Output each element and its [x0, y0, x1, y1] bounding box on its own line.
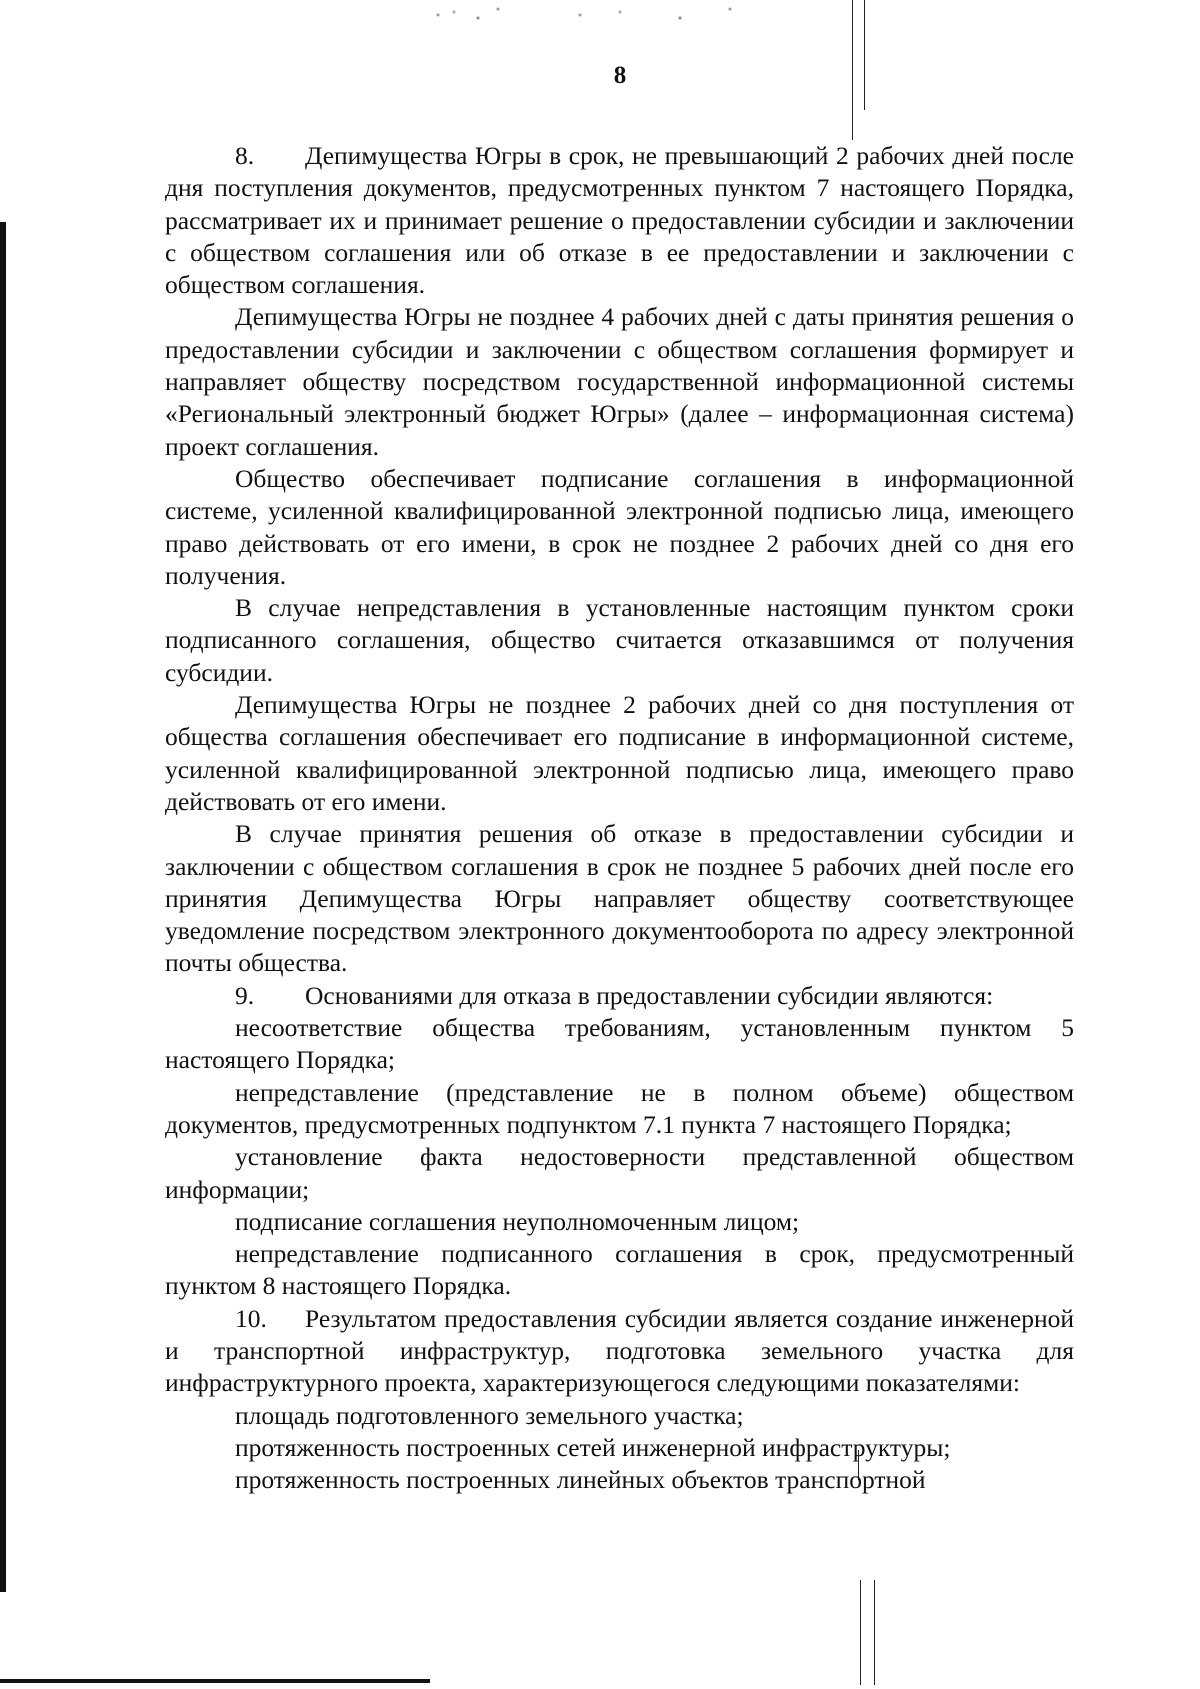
paragraph-text: Депимущества Югры не позднее 2 рабочих дней со дня поступления от общества соглашения обеспечивает его подписание в информационной системе, усиленной квалифицированной электронной подписью лица, имеющего право действовать от его имени. [165, 690, 1074, 816]
paragraph [165, 140, 1074, 301]
document-body [165, 140, 1074, 1496]
paragraph-number: 8. [235, 141, 255, 170]
page-number: 8 [613, 62, 627, 89]
paragraph-text: Депимущества Югры не позднее 4 рабочих дней с даты принятия решения о предоставлении субсидии и заключении с обществом соглашения формирует и направляет обществу посредством государственной информационной системы «Региональный электронный бюджет Югры» (далее – информационная система) проект соглашения. [165, 302, 1074, 461]
paragraph-text: протяженность построенных линейных объектов транспортной [235, 1465, 926, 1495]
paragraph-text: установление факта недостоверности представленной обществом информации; [165, 1142, 1074, 1204]
paragraph [165, 980, 1074, 1012]
paragraph [165, 1238, 1074, 1303]
paragraph-text: Депимущества Югры в срок, не превышающий 2 рабочих дней после дня поступления документов, предусмотренных пунктом 7 настоящего Порядка, рассматривает их и принимает решение о предоставлении субсидии и заключении с обществом соглашения или об отказе в ее предоставлении и заключении с обществом соглашения. [165, 141, 1074, 300]
paragraph-text: непредставление подписанного соглашения в срок, предусмотренный пунктом 8 настоящего Порядка. [165, 1239, 1074, 1301]
paragraph-text: Основаниями для отказа в предоставлении субсидии являются: [305, 980, 994, 1010]
paragraph-text: Общество обеспечивает подписание соглашения в информационной системе, усиленной квалифицированной электронной подписью лица, имеющего право действовать от его имени, в срок не позднее 2 рабочих дней со дня его получения. [165, 463, 1074, 590]
paragraph-text: протяженность построенных сетей инженерной инфраструктуры; [235, 1432, 951, 1462]
paragraph-text: В случае принятия решения об отказе в предоставлении субсидии и заключении с обществом соглашения в срок не позднее 5 рабочих дней после его принятия Депимущества Югры направляет обществу соответствующее уведомление посредством электронного документооборота по адресу электронной почты общества. [165, 819, 1074, 978]
paragraph [165, 1012, 1074, 1077]
scan-line [860, 1580, 861, 1685]
paragraph [165, 592, 1074, 689]
paragraph-number: 9. [235, 980, 255, 1010]
scan-noise [430, 0, 510, 30]
paragraph-text: несоответствие общества требованиям, установленным пунктом 5 настоящего Порядка; [165, 1013, 1074, 1075]
paragraph [165, 1303, 1074, 1400]
scan-line [874, 1580, 875, 1685]
paragraph [165, 689, 1074, 818]
scan-edge [0, 222, 6, 1592]
paragraph-number: 10. [235, 1303, 267, 1333]
scan-noise [560, 0, 760, 30]
paragraph [165, 1141, 1074, 1206]
paragraph-text: подписание соглашения неуполномоченным лицом; [235, 1206, 800, 1236]
paragraph [165, 1077, 1074, 1142]
paragraph [165, 1432, 1074, 1464]
paragraph [165, 1400, 1074, 1432]
paragraph [165, 1464, 1074, 1496]
paragraph-text: Результатом предоставления субсидии является создание инженерной и транспортной инфраструктур, подготовка земельного участка для инфраструктурного проекта, характеризующегося следующими показателями: [165, 1303, 1074, 1398]
paragraph-text: непредставление (представление не в полном объеме) обществом документов, предусмотренных подпунктом 7.1 пункта 7 настоящего Порядка; [165, 1077, 1074, 1139]
paragraph-text: площадь подготовленного земельного участка; [235, 1400, 744, 1430]
paragraph [165, 301, 1074, 462]
paragraph [165, 463, 1074, 592]
scan-line [864, 0, 865, 110]
paragraph [165, 818, 1074, 979]
scan-edge [0, 1679, 430, 1683]
paragraph-text: В случае непредставления в установленные настоящим пунктом сроки подписанного соглашения, общество считается отказавшимся от получения субсидии. [165, 593, 1074, 687]
paragraph [165, 1206, 1074, 1238]
